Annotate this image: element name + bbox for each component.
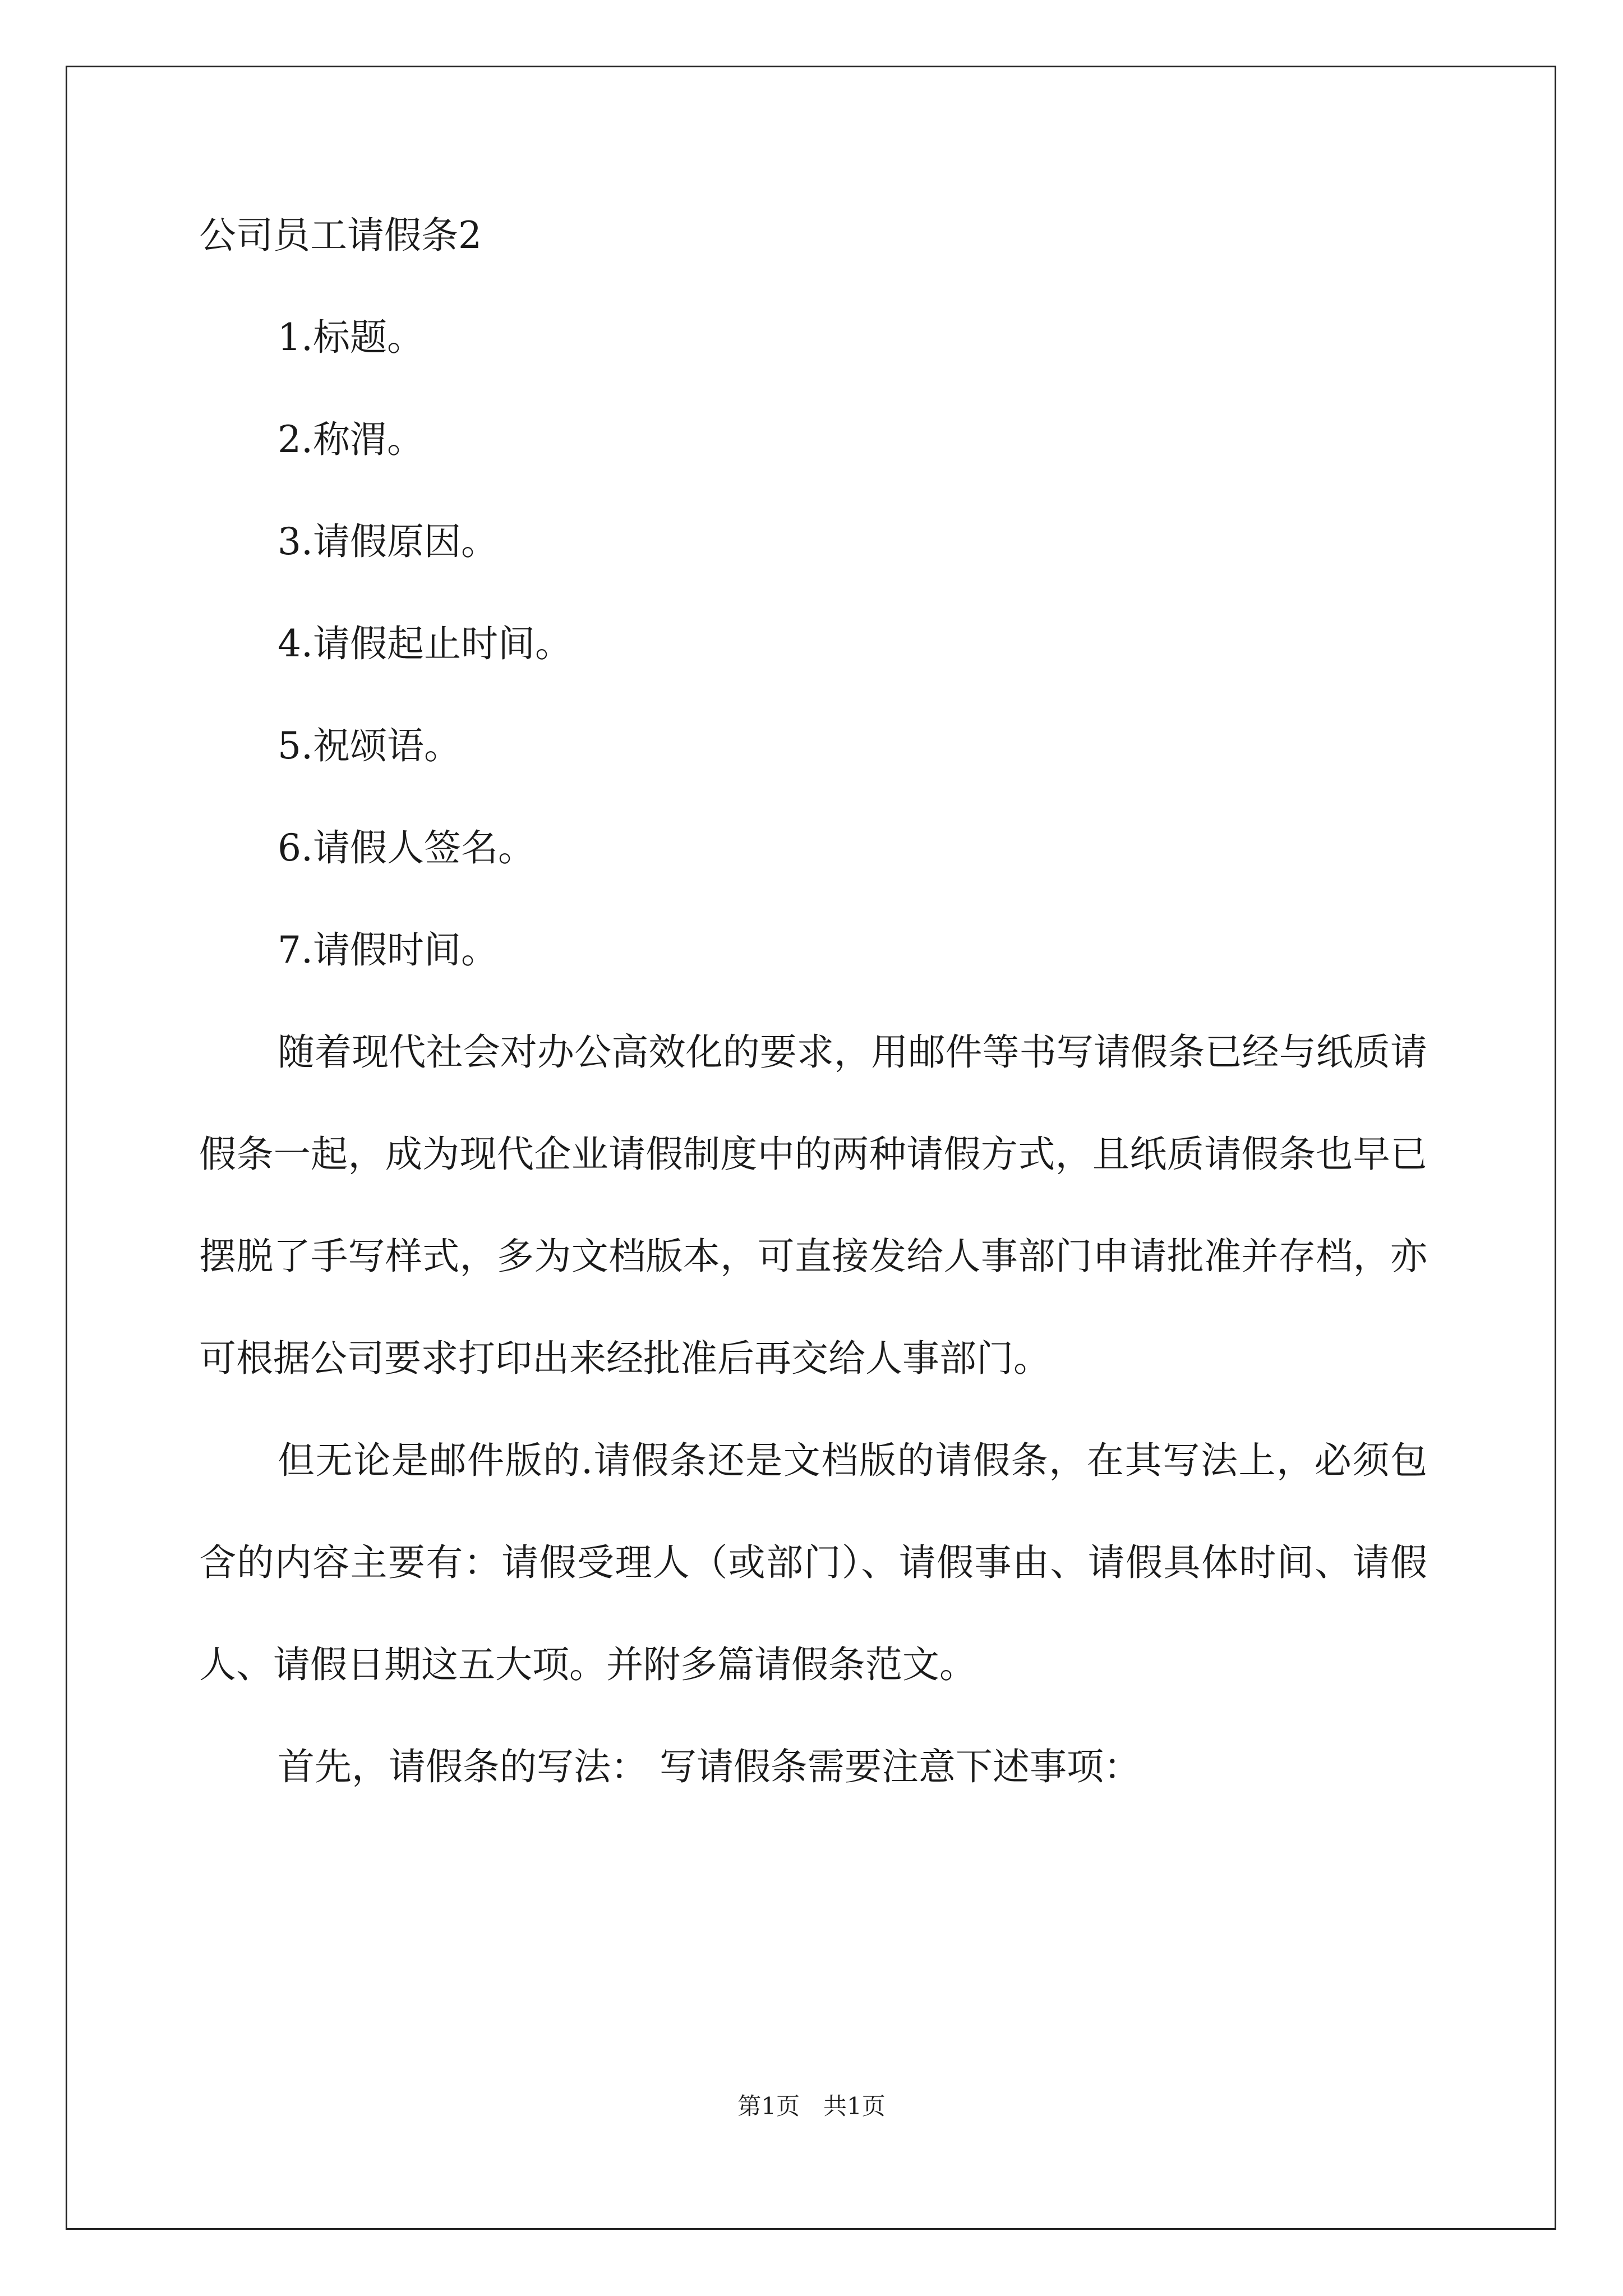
paragraph: 首先，请假条的写法： 写请假条需要注意下述事项： <box>278 1745 1141 1788</box>
list-item: 4.请假起止时间。 <box>278 622 572 665</box>
list-item: 5.祝颂语。 <box>278 724 461 767</box>
page-footer: 第1页 共1页 <box>737 2092 886 2120</box>
list-item: 1.标题。 <box>278 316 424 359</box>
paragraph: 但无论是邮件版的.请假条还是文档版的请假条，在其写法上，必须包含的内容主要有：请假受理人（或部门）、请假事由、请假具体时间、请假人、请假日期这五大项。并附多篇请假条范文。 <box>199 1439 1427 1686</box>
list-item: 7.请假时间。 <box>278 928 498 972</box>
list-item: 6.请假人签名。 <box>278 826 535 869</box>
document-body <box>199 216 1427 1849</box>
document-title: 公司员工请假条2 <box>199 214 482 257</box>
list-item: 3.请假原因。 <box>278 520 498 563</box>
list-item: 2.称渭。 <box>278 418 424 461</box>
paragraph: 随着现代社会对办公高效化的要求，用邮件等书写请假条已经与纸质请假条一起，成为现代企业请假制度中的两种请假方式，且纸质请假条也早已摆脱了手写样式，多为文档版本，可直接发给人事部门申请批准并存档，亦可根据公司要求打印出来经批准后再交给人事部门。 <box>199 1030 1427 1380</box>
